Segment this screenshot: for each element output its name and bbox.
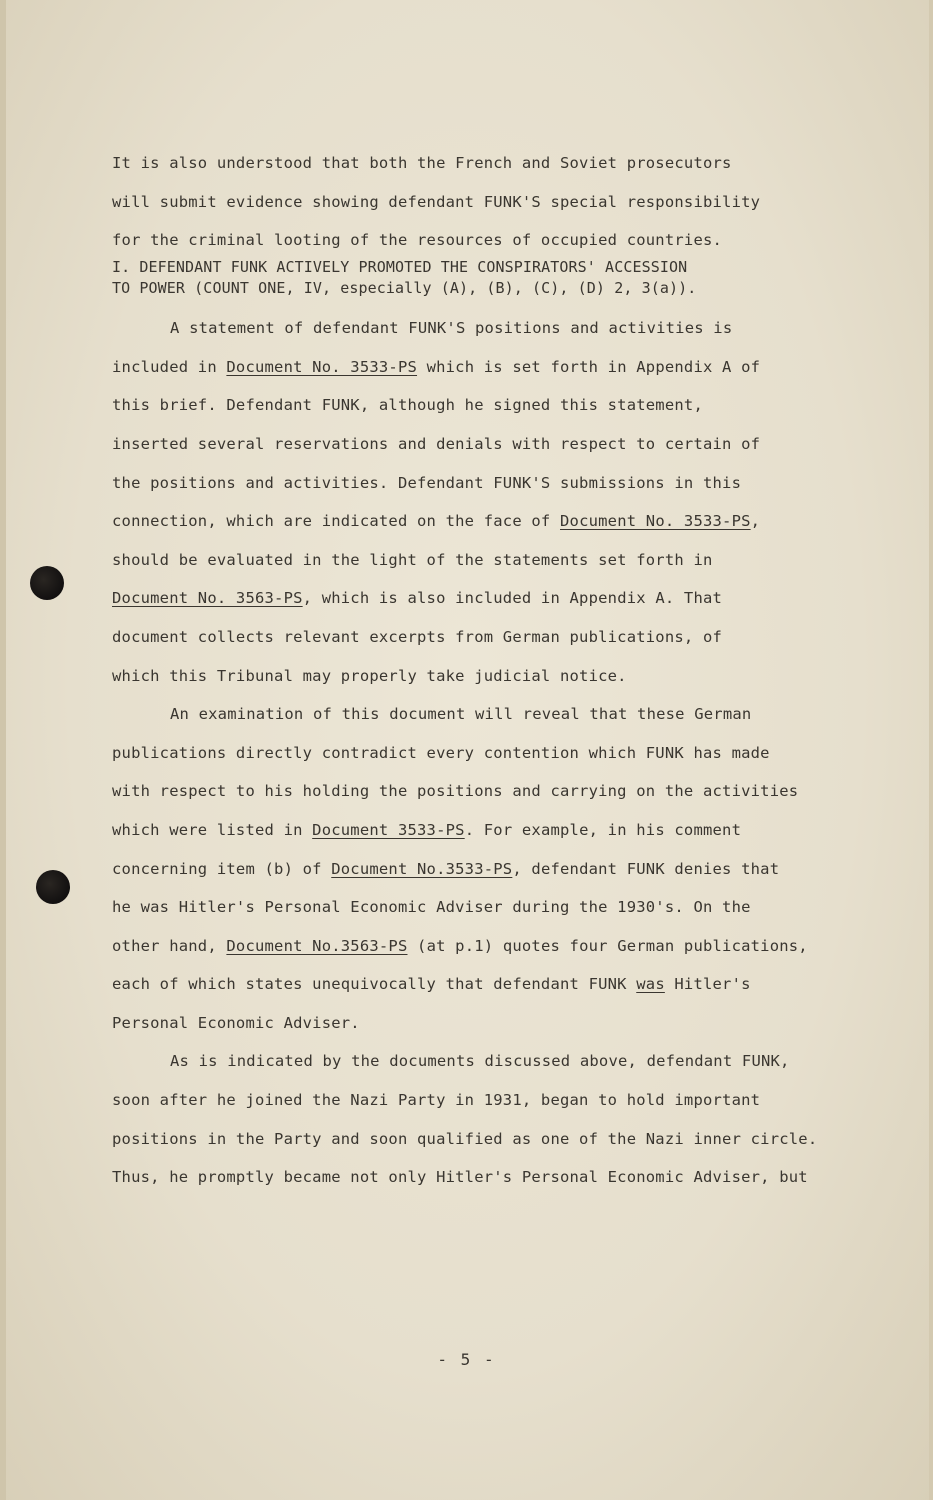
punch-hole-bottom — [36, 870, 70, 904]
paragraph-1 — [112, 150, 832, 257]
text-line: A statement of defendant FUNK'S positions and activities is — [170, 319, 733, 338]
paragraph-2 — [112, 315, 832, 701]
text-line: An examination of this document will reveal that these German — [170, 705, 752, 724]
document-reference: Document No. 3533-PS — [226, 357, 418, 376]
paragraph-4 — [112, 1048, 832, 1202]
text-line: It is also understood that both the French and Soviet prosecutors — [112, 154, 732, 172]
text-line: he was Hitler's Personal Economic Adviser during the 1930's. On the — [112, 898, 751, 917]
document-reference: Document 3533-PS — [312, 820, 465, 839]
text-line: positions in the Party and soon qualified as one of the Nazi inner circle. — [112, 1129, 818, 1148]
punch-hole-top — [30, 566, 64, 600]
text-line: As is indicated by the documents discussed above, defendant FUNK, — [170, 1052, 790, 1071]
text-line: Thus, he promptly became not only Hitler's Personal Economic Adviser, but — [112, 1168, 808, 1187]
text-line: publications directly contradict every contention which FUNK has made — [112, 743, 770, 762]
text-line: which this Tribunal may properly take judicial notice. — [112, 666, 627, 685]
document-reference: Document No.3533-PS — [331, 859, 513, 878]
text-line: Personal Economic Adviser. — [112, 1013, 360, 1032]
text-line: will submit evidence showing defendant FUNK'S special responsibility — [112, 192, 761, 211]
page-number: - 5 - — [437, 1350, 496, 1369]
text-line: this brief. Defendant FUNK, although he signed this statement, — [112, 396, 703, 415]
text-line: included in Document No. 3533-PS which is set forth in Appendix A of — [112, 357, 761, 376]
heading-line-2: TO POWER (COUNT ONE, IV, especially (A), (B), (C), (D) 2, 3(a)). — [112, 279, 697, 298]
body-text — [112, 150, 832, 1203]
text-line: for the criminal looting of the resources of occupied countries. — [112, 231, 723, 250]
document-reference: Document No. 3563-PS — [112, 589, 303, 608]
text-line: document collects relevant excerpts from German publications, of — [112, 627, 723, 646]
text-line: which were listed in Document 3533-PS. For example, in his comment — [112, 820, 742, 839]
text-line: connection, which are indicated on the face of Document No. 3533-PS, — [112, 512, 761, 531]
document-reference: Document No.3563-PS — [226, 936, 408, 955]
heading-line-1: I. DEFENDANT FUNK ACTIVELY PROMOTED THE CONSPIRATORS' ACCESSION — [112, 258, 688, 277]
text-line: other hand, Document No.3563-PS (at p.1) quotes four German publications, — [112, 936, 808, 955]
text-line: the positions and activities. Defendant FUNK'S submissions in this — [112, 473, 742, 492]
text-line: soon after he joined the Nazi Party in 1931, began to hold important — [112, 1091, 761, 1110]
emphasis-was: was — [636, 975, 665, 994]
text-line: inserted several reservations and denials with respect to certain of — [112, 434, 761, 453]
text-line: each of which states unequivocally that defendant FUNK was Hitler's — [112, 975, 751, 994]
text-line: should be evaluated in the light of the statements set forth in — [112, 550, 713, 569]
text-line: Document No. 3563-PS, which is also included in Appendix A. That — [112, 589, 723, 608]
text-line: with respect to his holding the positions and carrying on the activities — [112, 782, 799, 801]
section-heading — [112, 257, 832, 315]
paragraph-3 — [112, 701, 832, 1048]
text-line: concerning item (b) of Document No.3533-PS, defendant FUNK denies that — [112, 859, 780, 878]
document-reference: Document No. 3533-PS — [560, 512, 751, 531]
